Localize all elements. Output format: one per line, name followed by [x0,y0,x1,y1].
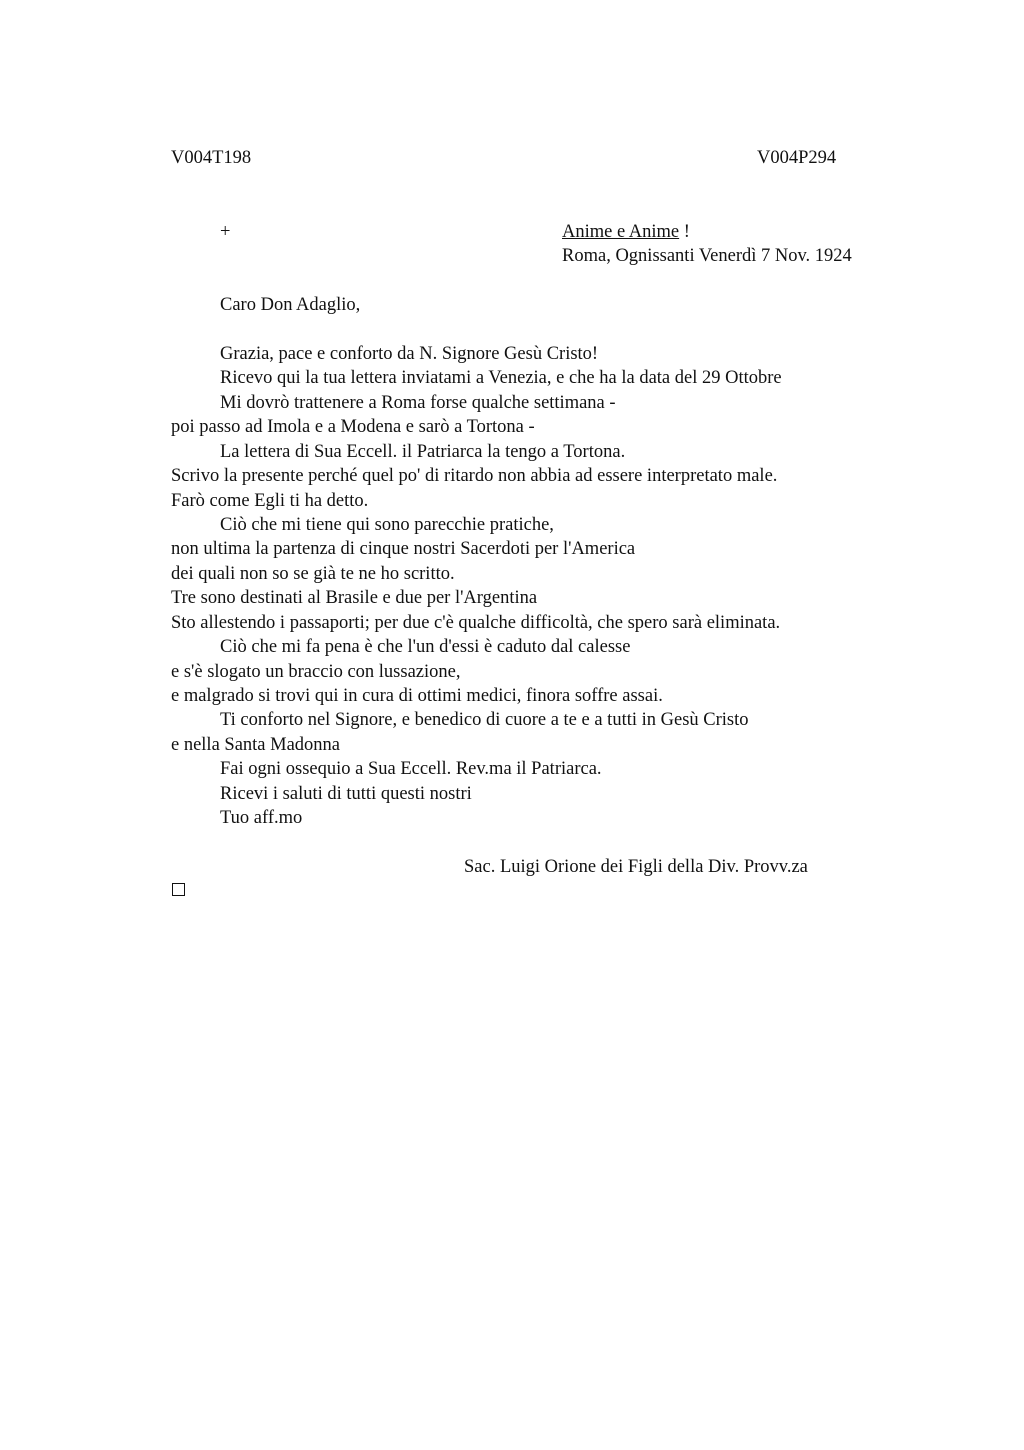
body-line: dei quali non so se già te ne ho scritto. [171,564,455,584]
body-line: e malgrado si trovi qui in cura di ottimi medici, finora soffre assai. [171,686,663,706]
body-line: poi passo ad Imola e a Modena e sarò a Tortona - [171,417,535,437]
body-line: Ricevo qui la tua lettera inviatami a Venezia, e che ha la data del 29 Ottobre [220,368,782,388]
body-line: Mi dovrò trattenere a Roma forse qualche settimana - [220,393,616,413]
document-code-left: V004T198 [171,148,252,168]
body-line: Fai ogni ossequio a Sua Eccell. Rev.ma il Patriarca. [220,759,602,779]
document-code-right: V004P294 [757,148,837,168]
body-line: Ricevi i saluti di tutti questi nostri [220,784,472,804]
body-line: Sto allestendo i passaporti; per due c'è qualche difficoltà, che spero sarà eliminata. [171,613,781,633]
body-line: Tuo aff.mo [220,808,303,828]
body-line: Tre sono destinati al Brasile e due per l'Argentina [171,588,538,608]
letter-title-suffix: ! [679,222,690,242]
body-line: La lettera di Sua Eccell. il Patriarca la tengo a Tortona. [220,442,626,462]
salutation: Caro Don Adaglio, [220,295,361,315]
body-line: Ciò che mi fa pena è che l'un d'essi è caduto dal calesse [220,637,631,657]
place-date: Roma, Ognissanti Venerdì 7 Nov. 1924 [562,246,852,266]
signature: Sac. Luigi Orione dei Figli della Div. Provv.za [464,857,808,877]
body-line: Farò come Egli ti ha detto. [171,491,369,511]
checkbox-square-icon [172,883,185,896]
letter-title [562,220,690,244]
letter-title-underlined: Anime e Anime [562,222,680,242]
body-line: Ti conforto nel Signore, e benedico di cuore a te e a tutti in Gesù Cristo [220,710,749,730]
body-line: Ciò che mi tiene qui sono parecchie pratiche, [220,515,554,535]
body-line: e s'è slogato un braccio con lussazione, [171,662,461,682]
body-line: e nella Santa Madonna [171,735,341,755]
body-line: Grazia, pace e conforto da N. Signore Gesù Cristo! [220,344,599,364]
body-line: Scrivo la presente perché quel po' di ritardo non abbia ad essere interpretato male. [171,466,778,486]
body-line: non ultima la partenza di cinque nostri Sacerdoti per l'America [171,539,636,559]
cross-symbol: + [220,222,231,242]
